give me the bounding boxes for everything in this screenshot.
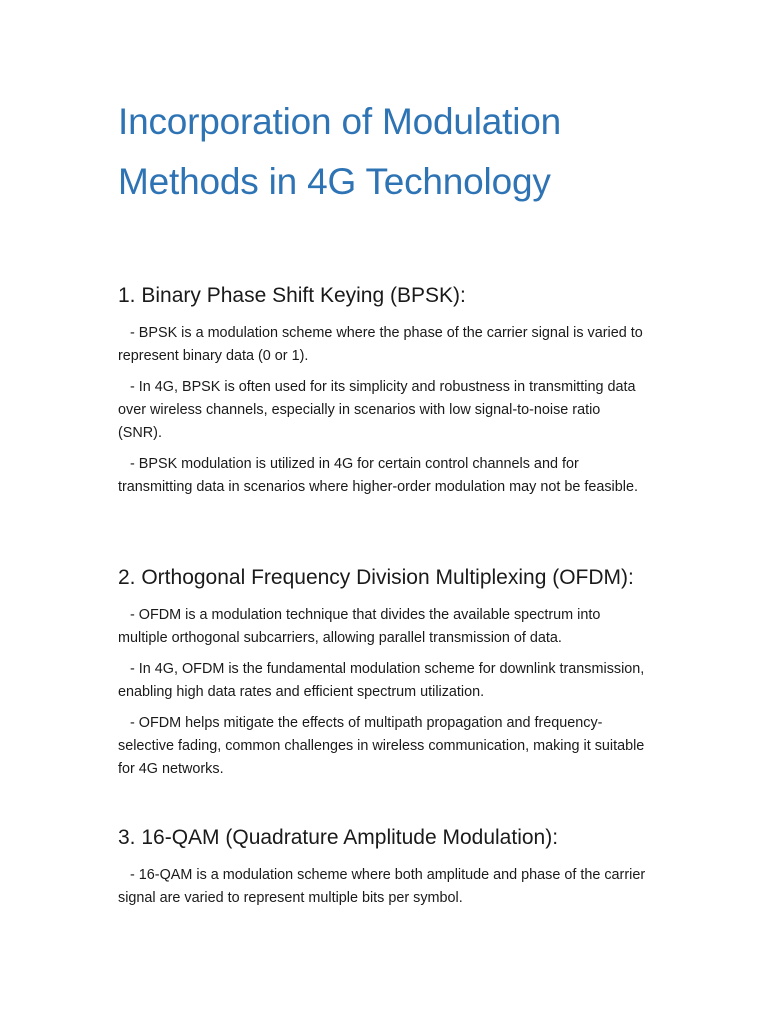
paragraph: - In 4G, OFDM is the fundamental modulation scheme for downlink transmission, enabling high data rates and efficient spectrum utilization.	[118, 661, 649, 700]
section-16qam	[118, 824, 650, 910]
section-heading: 3. 16-QAM (Quadrature Amplitude Modulation):	[118, 826, 559, 849]
document-title: Incorporation of Modulation Methods in 4G Technology	[118, 101, 561, 202]
paragraph: - 16-QAM is a modulation scheme where both amplitude and phase of the carrier signal are varied to represent multiple bits per symbol.	[118, 867, 650, 906]
paragraph: - In 4G, BPSK is often used for its simplicity and robustness in transmitting data over wireless channels, especially in scenarios with low signal-to-noise ratio (SNR).	[118, 379, 640, 441]
paragraph: - OFDM is a modulation technique that divides the available spectrum into multiple orthogonal subcarriers, allowing parallel transmission of data.	[118, 607, 605, 646]
section-ofdm	[118, 564, 649, 781]
paragraph: - OFDM helps mitigate the effects of multipath propagation and frequency-selective fading, common challenges in wireless communication, making it suitable for 4G networks.	[118, 715, 649, 777]
paragraph: - BPSK is a modulation scheme where the phase of the carrier signal is varied to represent binary data (0 or 1).	[118, 325, 647, 364]
paragraph: - BPSK modulation is utilized in 4G for certain control channels and for transmitting data in scenarios where higher-order modulation may not be feasible.	[118, 456, 638, 495]
section-heading: 1. Binary Phase Shift Keying (BPSK):	[118, 284, 466, 307]
section-heading: 2. Orthogonal Frequency Division Multiplexing (OFDM):	[118, 566, 634, 589]
document-page	[118, 92, 650, 906]
section-bpsk	[118, 282, 646, 499]
